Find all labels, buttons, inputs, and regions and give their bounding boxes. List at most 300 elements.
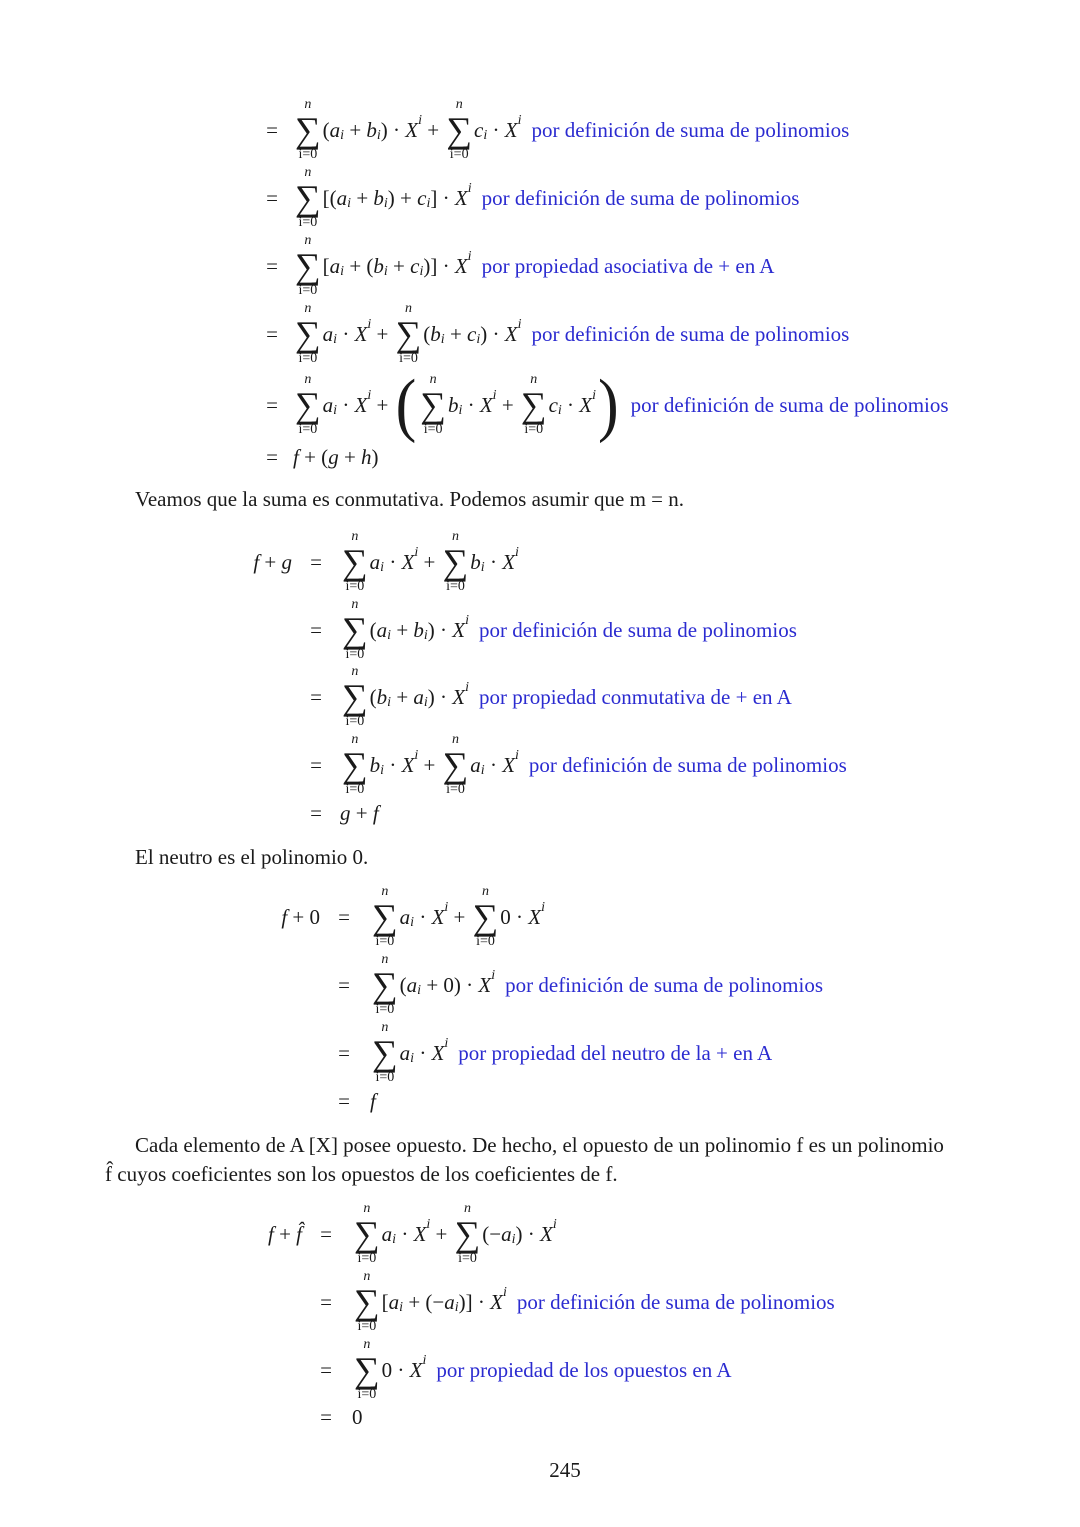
subscript: i — [423, 628, 428, 643]
equals-sign: = — [266, 254, 278, 278]
equation-line — [340, 723, 847, 807]
subscript: i — [340, 128, 345, 143]
summation — [396, 302, 422, 366]
sum-lower-limit: i=0 — [345, 782, 365, 797]
sum-upper-limit: n — [381, 884, 389, 899]
math-variable: X — [502, 549, 516, 574]
math-operator: + — [351, 185, 374, 210]
math-operator: [ — [322, 253, 330, 278]
sum-lower-limit: i=0 — [375, 1070, 395, 1085]
justification-comment: por propiedad de los opuestos en A — [436, 1357, 732, 1382]
sum-upper-limit: n — [455, 97, 463, 112]
sum-upper-limit: n — [363, 1201, 371, 1216]
subscript: i — [419, 264, 424, 279]
sum-lower-limit: i=0 — [423, 422, 443, 437]
equation-line — [340, 771, 379, 855]
math-operator: 0 · — [500, 904, 529, 929]
sum-lower-limit: i=0 — [298, 422, 318, 437]
math-operator: · — [561, 392, 580, 417]
math-variable: b — [373, 253, 384, 278]
subscript: i — [458, 403, 463, 418]
math-operator: + — [430, 1221, 453, 1246]
subscript: i — [347, 196, 352, 211]
subscript: i — [376, 128, 381, 143]
math-variable: a — [413, 684, 424, 709]
equals-sign: = — [310, 801, 322, 825]
math-variable: X — [528, 904, 542, 929]
sigma-icon: ∑ — [442, 542, 469, 582]
sigma-icon: ∑ — [354, 1214, 380, 1254]
summation — [295, 234, 321, 298]
justification-comment: por propiedad asociativa de + en A — [481, 253, 775, 278]
math-variable: f — [370, 1088, 376, 1113]
math-operator: · — [487, 117, 505, 142]
math-variable: X — [579, 392, 593, 417]
math-operator: ] · — [430, 185, 455, 210]
justification-comment: por definición de suma de polinomios — [505, 972, 823, 997]
equals-sign: = — [338, 973, 350, 997]
sum-lower-limit: i=0 — [476, 934, 495, 949]
summation — [420, 373, 446, 437]
math-operator: ( — [399, 972, 407, 997]
math-operator: ( — [423, 321, 431, 346]
math-variable: X — [354, 321, 368, 346]
math-operator: [ — [381, 1289, 389, 1314]
subscript: i — [511, 1232, 516, 1247]
math-variable: f̂ — [296, 1221, 302, 1246]
sum-lower-limit: i=0 — [399, 351, 418, 366]
summation — [455, 1202, 481, 1266]
math-variable: b — [430, 321, 441, 346]
sum-upper-limit: n — [351, 597, 359, 612]
math-operator: ) — [371, 444, 379, 469]
summation — [446, 98, 472, 162]
justification-comment: por definición de suma de polinomios — [531, 117, 850, 142]
math-variable: X — [405, 117, 419, 142]
math-operator: 0 · — [381, 1357, 410, 1382]
sum-upper-limit: n — [304, 233, 312, 248]
sigma-icon: ∑ — [372, 897, 398, 937]
math-operator: + — [418, 549, 441, 574]
superscript: i — [492, 388, 497, 403]
subscript: i — [423, 695, 428, 710]
equation-lhs — [268, 1192, 302, 1276]
superscript: i — [502, 1285, 507, 1300]
big-parenthesis: ) — [598, 365, 619, 445]
math-operator: + — [422, 117, 445, 142]
sigma-icon: ∑ — [295, 110, 321, 150]
math-operator: · — [484, 549, 503, 574]
math-variable: a — [399, 1040, 411, 1065]
math-operator: ) + — [387, 185, 418, 210]
math-operator: )] · — [458, 1289, 491, 1314]
math-variable: X — [540, 1221, 553, 1246]
sigma-icon: ∑ — [354, 1282, 380, 1322]
sigma-icon: ∑ — [446, 110, 473, 150]
sum-lower-limit: i=0 — [357, 1251, 377, 1266]
subscript: i — [480, 560, 485, 575]
math-variable: c — [467, 321, 477, 346]
equals-sign: = — [320, 1222, 332, 1246]
equals-sign: = — [320, 1358, 332, 1382]
math-operator: + — [391, 617, 414, 642]
sum-lower-limit: i=0 — [446, 579, 465, 594]
sum-lower-limit: i=0 — [345, 647, 365, 662]
sum-lower-limit: i=0 — [524, 422, 544, 437]
subscript: i — [410, 915, 415, 930]
math-operator: [( — [322, 185, 337, 210]
math-operator: · — [462, 392, 480, 417]
paragraph-commutative: Veamos que la suma es conmutativa. Podemos asumir que m = n. — [135, 487, 684, 511]
math-operator: ) · — [515, 1221, 541, 1246]
sigma-icon: ∑ — [295, 246, 321, 286]
equals-sign: = — [310, 685, 322, 709]
sum-upper-limit: n — [530, 372, 538, 387]
superscript: i — [465, 613, 470, 628]
superscript: i — [515, 748, 519, 763]
math-operator: + — [387, 253, 411, 278]
equals-sign: = — [310, 618, 322, 642]
summation — [295, 302, 321, 366]
math-operator: + — [444, 321, 468, 346]
summation — [521, 373, 547, 437]
subscript: i — [557, 403, 562, 418]
sum-upper-limit: n — [381, 1020, 389, 1035]
math-variable: g — [328, 444, 339, 469]
sum-lower-limit: i=0 — [458, 1251, 477, 1266]
superscript: i — [418, 113, 423, 128]
superscript: i — [414, 545, 419, 560]
subscript: i — [387, 695, 392, 710]
superscript: i — [414, 748, 419, 763]
math-variable: f — [267, 1221, 274, 1246]
math-variable: c — [410, 253, 420, 278]
math-variable: X — [479, 392, 493, 417]
superscript: i — [422, 1353, 427, 1368]
sum-upper-limit: n — [429, 372, 437, 387]
math-variable: a — [369, 549, 381, 574]
equals-sign: = — [310, 550, 322, 574]
math-variable: b — [369, 752, 381, 777]
math-operator: · — [337, 392, 355, 417]
justification-comment: por definición de suma de polinomios — [528, 752, 847, 777]
math-variable: X — [452, 684, 466, 709]
math-operator: + (− — [403, 1289, 445, 1314]
superscript: i — [592, 388, 597, 403]
sum-lower-limit: i=0 — [449, 147, 469, 162]
math-variable: f — [281, 904, 288, 929]
sum-lower-limit: i=0 — [375, 934, 395, 949]
math-operator: )] · — [423, 253, 455, 278]
justification-comment: por definición de suma de polinomios — [630, 392, 949, 417]
math-variable: X — [452, 617, 466, 642]
sum-upper-limit: n — [351, 732, 359, 747]
superscript: i — [491, 968, 496, 983]
sum-upper-limit: n — [381, 952, 389, 967]
equals-sign: = — [338, 905, 350, 929]
superscript: i — [517, 317, 522, 332]
equals-sign: = — [266, 393, 278, 417]
subscript: i — [340, 264, 345, 279]
math-variable: a — [406, 972, 418, 997]
equation-line — [352, 1375, 363, 1459]
equals-sign: = — [266, 445, 278, 469]
math-variable: b — [447, 392, 459, 417]
justification-comment: por definición de suma de polinomios — [516, 1289, 835, 1314]
math-variable: a — [381, 1221, 393, 1246]
math-operator: · — [414, 904, 432, 929]
superscript: i — [367, 317, 372, 332]
sigma-icon: ∑ — [295, 178, 321, 218]
math-operator: + — [496, 392, 519, 417]
equation-lhs — [253, 520, 292, 604]
superscript: i — [467, 249, 472, 264]
math-operator: + — [371, 392, 394, 417]
math-operator: + ( — [298, 444, 329, 469]
math-variable: a — [388, 1289, 400, 1314]
paragraph-opposite: Cada elemento de A [X] posee opuesto. De hecho, el opuesto de un polinomio f es un polinomio — [135, 1133, 944, 1157]
math-variable: X — [413, 1221, 427, 1246]
equals-sign: = — [266, 118, 278, 142]
math-variable: c — [548, 392, 558, 417]
sum-upper-limit: n — [404, 301, 412, 316]
superscript: i — [426, 1217, 431, 1232]
sum-upper-limit: n — [351, 664, 359, 679]
sigma-icon: ∑ — [295, 314, 321, 354]
subscript: i — [417, 983, 422, 998]
sum-upper-limit: n — [463, 1201, 471, 1216]
summation — [372, 885, 398, 949]
subscript: i — [383, 196, 388, 211]
justification-comment: por propiedad conmutativa de + en A — [479, 684, 792, 709]
math-operator: ( — [369, 684, 377, 709]
sum-upper-limit: n — [481, 884, 489, 899]
math-variable: c — [417, 185, 427, 210]
math-operator: (− — [482, 1221, 502, 1246]
math-variable: g — [340, 800, 351, 825]
equation-line — [370, 1011, 772, 1095]
subscript: i — [380, 763, 385, 778]
justification-comment: por propiedad del neutro de la + en A — [458, 1040, 773, 1065]
math-operator: · — [414, 1040, 432, 1065]
equals-sign: = — [320, 1290, 332, 1314]
math-variable: f — [372, 800, 379, 825]
math-variable: a — [470, 752, 481, 777]
equation-lhs — [281, 875, 320, 959]
math-variable: X — [454, 253, 468, 278]
math-operator: · — [384, 549, 402, 574]
sum-upper-limit: n — [451, 529, 459, 544]
superscript: i — [552, 1217, 557, 1232]
sigma-icon: ∑ — [342, 677, 368, 717]
math-operator: + 0 — [287, 904, 320, 929]
superscript: i — [515, 545, 519, 560]
superscript: i — [465, 680, 470, 695]
summation — [443, 530, 469, 594]
sum-upper-limit: n — [363, 1337, 371, 1352]
math-variable: X — [454, 185, 468, 210]
math-operator: + — [418, 752, 441, 777]
math-variable: X — [354, 392, 368, 417]
subscript: i — [333, 403, 338, 418]
paragraph-opposite-cont: f̂ cuyos coeficientes son los opuestos de los coeficientes de f. — [105, 1162, 618, 1186]
math-variable: c — [474, 117, 484, 142]
sum-upper-limit: n — [304, 372, 312, 387]
sigma-icon: ∑ — [342, 542, 368, 582]
summation — [372, 1021, 398, 1085]
sum-lower-limit: i=0 — [357, 1387, 377, 1402]
superscript: i — [517, 113, 522, 128]
superscript: i — [467, 181, 472, 196]
subscript: i — [383, 264, 388, 279]
sum-upper-limit: n — [363, 1269, 371, 1284]
sum-lower-limit: i=0 — [298, 351, 318, 366]
summation — [473, 885, 499, 949]
summation — [354, 1270, 380, 1334]
math-operator: ) · — [380, 117, 406, 142]
sigma-icon: ∑ — [472, 897, 499, 937]
equation-line — [370, 1059, 376, 1143]
math-variable: b — [366, 117, 377, 142]
math-operator: · — [396, 1221, 414, 1246]
subscript: i — [454, 1300, 459, 1315]
summation — [342, 665, 368, 729]
subscript: i — [410, 1051, 415, 1066]
math-variable: a — [336, 185, 348, 210]
summation — [372, 953, 398, 1017]
sigma-icon: ∑ — [342, 745, 368, 785]
equals-sign: = — [320, 1405, 332, 1429]
sum-upper-limit: n — [304, 165, 312, 180]
math-variable: a — [501, 1221, 512, 1246]
sum-upper-limit: n — [304, 301, 312, 316]
subscript: i — [392, 1232, 397, 1247]
big-parenthesis: ( — [395, 365, 417, 445]
math-variable: X — [502, 752, 516, 777]
math-variable: a — [329, 253, 341, 278]
math-variable: b — [373, 185, 384, 210]
sum-lower-limit: i=0 — [298, 215, 318, 230]
math-variable: a — [376, 617, 388, 642]
math-operator: ) · — [427, 684, 453, 709]
sum-lower-limit: i=0 — [298, 147, 318, 162]
math-variable: b — [376, 684, 388, 709]
paragraph-neutral: El neutro es el polinomio 0. — [135, 845, 369, 869]
math-operator: + 0) · — [421, 972, 479, 997]
math-variable: X — [431, 1040, 445, 1065]
math-variable: a — [329, 117, 341, 142]
math-variable: X — [409, 1357, 423, 1382]
math-operator: + — [391, 684, 414, 709]
justification-comment: por definición de suma de polinomios — [479, 617, 797, 642]
justification-comment: por definición de suma de polinomios — [531, 321, 850, 346]
page-number: 245 — [549, 1458, 581, 1482]
math-variable: X — [401, 752, 415, 777]
sigma-icon: ∑ — [520, 385, 547, 425]
summation — [354, 1202, 380, 1266]
sum-lower-limit: i=0 — [375, 1002, 395, 1017]
math-operator: + — [259, 549, 282, 574]
math-variable: X — [490, 1289, 503, 1314]
justification-comment: por definición de suma de polinomios — [481, 185, 800, 210]
math-variable: X — [478, 972, 492, 997]
sum-lower-limit: i=0 — [345, 714, 365, 729]
sigma-icon: ∑ — [420, 385, 446, 425]
sigma-icon: ∑ — [372, 965, 398, 1005]
summation — [342, 530, 368, 594]
math-operator: ) · — [480, 321, 505, 346]
math-operator: ( — [322, 117, 330, 142]
sigma-icon: ∑ — [442, 745, 469, 785]
math-operator: + — [350, 800, 373, 825]
math-variable: X — [504, 117, 518, 142]
math-variable: a — [322, 392, 334, 417]
math-variable: f — [253, 549, 260, 574]
equals-sign: = — [266, 186, 278, 210]
sum-upper-limit: n — [304, 97, 312, 112]
math-variable: X — [401, 549, 415, 574]
sum-upper-limit: n — [351, 529, 359, 544]
math-variable: f — [293, 444, 299, 469]
subscript: i — [426, 196, 431, 211]
subscript: i — [440, 332, 445, 347]
math-variable: a — [444, 1289, 455, 1314]
subscript: i — [480, 763, 485, 778]
summation — [295, 98, 321, 162]
math-operator: + — [448, 904, 471, 929]
math-variable: b — [413, 617, 424, 642]
math-operator: + ( — [344, 253, 374, 278]
sigma-icon: ∑ — [454, 1214, 481, 1254]
sigma-icon: ∑ — [372, 1033, 398, 1073]
equals-sign: = — [338, 1041, 350, 1065]
math-variable: g — [281, 549, 292, 574]
math-variable: b — [470, 549, 481, 574]
sigma-icon: ∑ — [395, 314, 422, 354]
summation — [342, 598, 368, 662]
sum-lower-limit: i=0 — [446, 782, 465, 797]
math-operator: · — [384, 752, 402, 777]
superscript: i — [541, 900, 546, 915]
math-operator: + — [273, 1221, 297, 1246]
summation — [295, 166, 321, 230]
math-variable: a — [399, 904, 411, 929]
superscript: i — [367, 388, 372, 403]
math-operator: + — [371, 321, 394, 346]
math-variable: h — [361, 444, 372, 469]
equation-line — [293, 363, 949, 447]
sum-lower-limit: i=0 — [298, 283, 318, 298]
math-variable: a — [322, 321, 334, 346]
subscript: i — [333, 332, 338, 347]
equation-line — [352, 1328, 732, 1412]
sum-lower-limit: i=0 — [345, 579, 365, 594]
equals-sign: = — [266, 322, 278, 346]
superscript: i — [444, 900, 449, 915]
subscript: i — [476, 332, 481, 347]
math-variable: X — [431, 904, 445, 929]
sigma-icon: ∑ — [354, 1350, 380, 1390]
subscript: i — [387, 628, 392, 643]
sigma-icon: ∑ — [295, 385, 321, 425]
subscript: i — [399, 1300, 404, 1315]
equals-sign: = — [338, 1089, 350, 1113]
math-operator: · — [484, 752, 503, 777]
equals-sign: = — [310, 753, 322, 777]
math-operator: ) · — [427, 617, 453, 642]
superscript: i — [444, 1036, 449, 1051]
math-operator: + — [344, 117, 367, 142]
